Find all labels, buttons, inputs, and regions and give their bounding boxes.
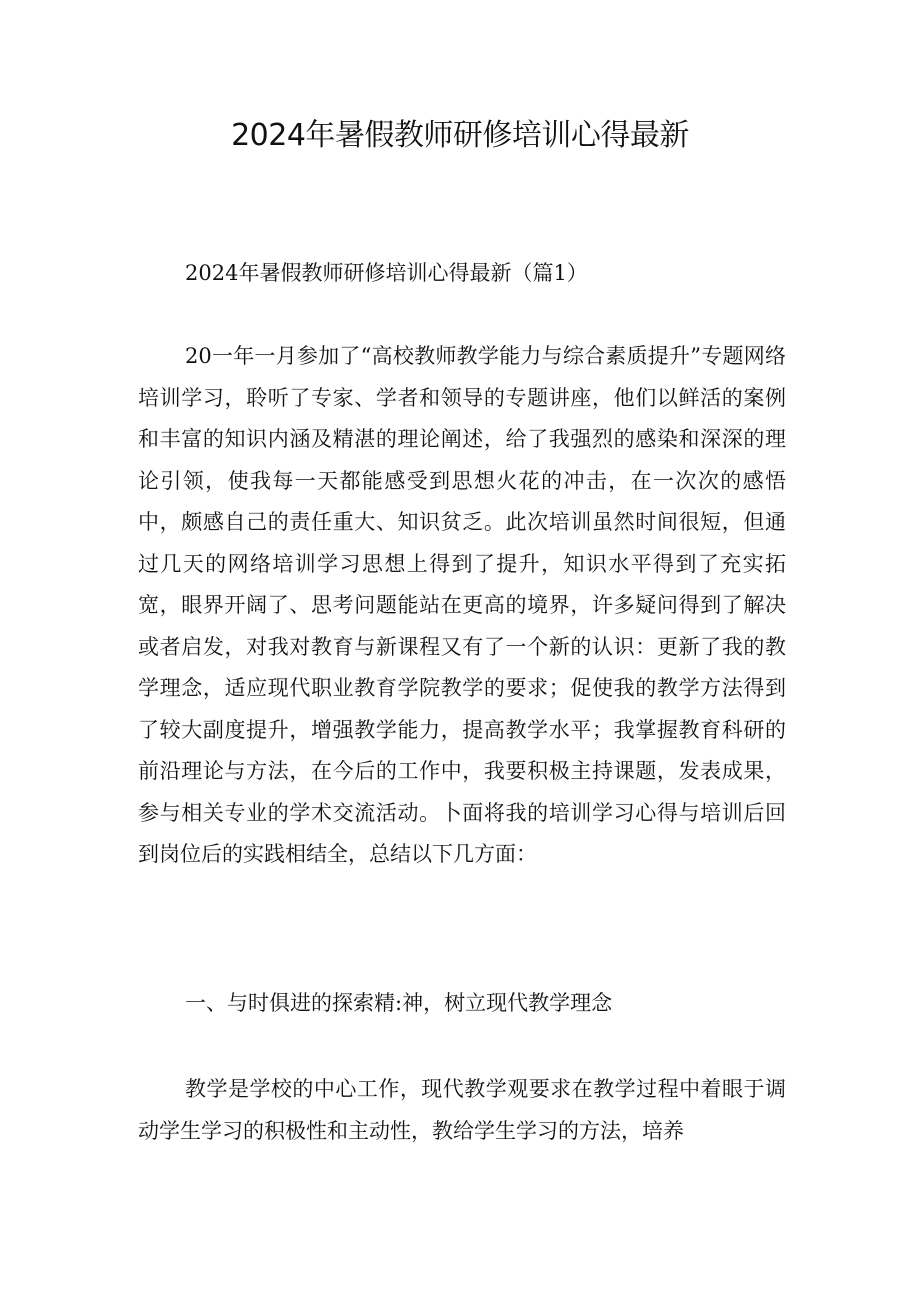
body-paragraph: 教学是学校的中心工作，现代教学观要求在教学过程中着眼于调动学生学习的积极性和主动性，教给学生学习的方法，培养 [138, 1077, 786, 1143]
article-subheading: 2024年暑假教师研修培训心得最新（篇1） [185, 261, 588, 285]
section-heading: 一、与时俱进的探索精:神，树立现代教学理念 [185, 991, 613, 1015]
document-title: 2024年暑假教师研修培训心得最新 [231, 118, 689, 153]
body-paragraph: 20一年一月参加了“高校教师教学能力与综合素质提升”专题网络培训学习，聆听了专家、学者和领导的专题讲座，他们以鲜活的案例和丰富的知识内涵及精湛的理论阐述，给了我强烈的感染和深深的理论引领，使我每一天都能感受到思想火花的冲击，在一次次的感悟中，颇感自己的责任重大、知识贫乏。此次培训虽然时间很短，但通过几天的网络培训学习思想上得到了提升，知识水平得到了充实拓宽，眼界开阔了、思考问题能站在更高的境界，许多疑问得到了解决或者启发，对我对教育与新课程又有了一个新的认识：更新了我的教学理念，适应现代职业教育学院教学的要求；促使我的教学方法得到了较大副度提升，增强教学能力，提高教学水平；我掌握教育科研的前沿理论与方法，在今后的工作中，我要积极主持课题，发表成果，参与相关专业的学术交流活动。卜面将我的培训学习心得与培训后回到岗位后的实践相结全，总结以下几方面： [138, 344, 786, 866]
